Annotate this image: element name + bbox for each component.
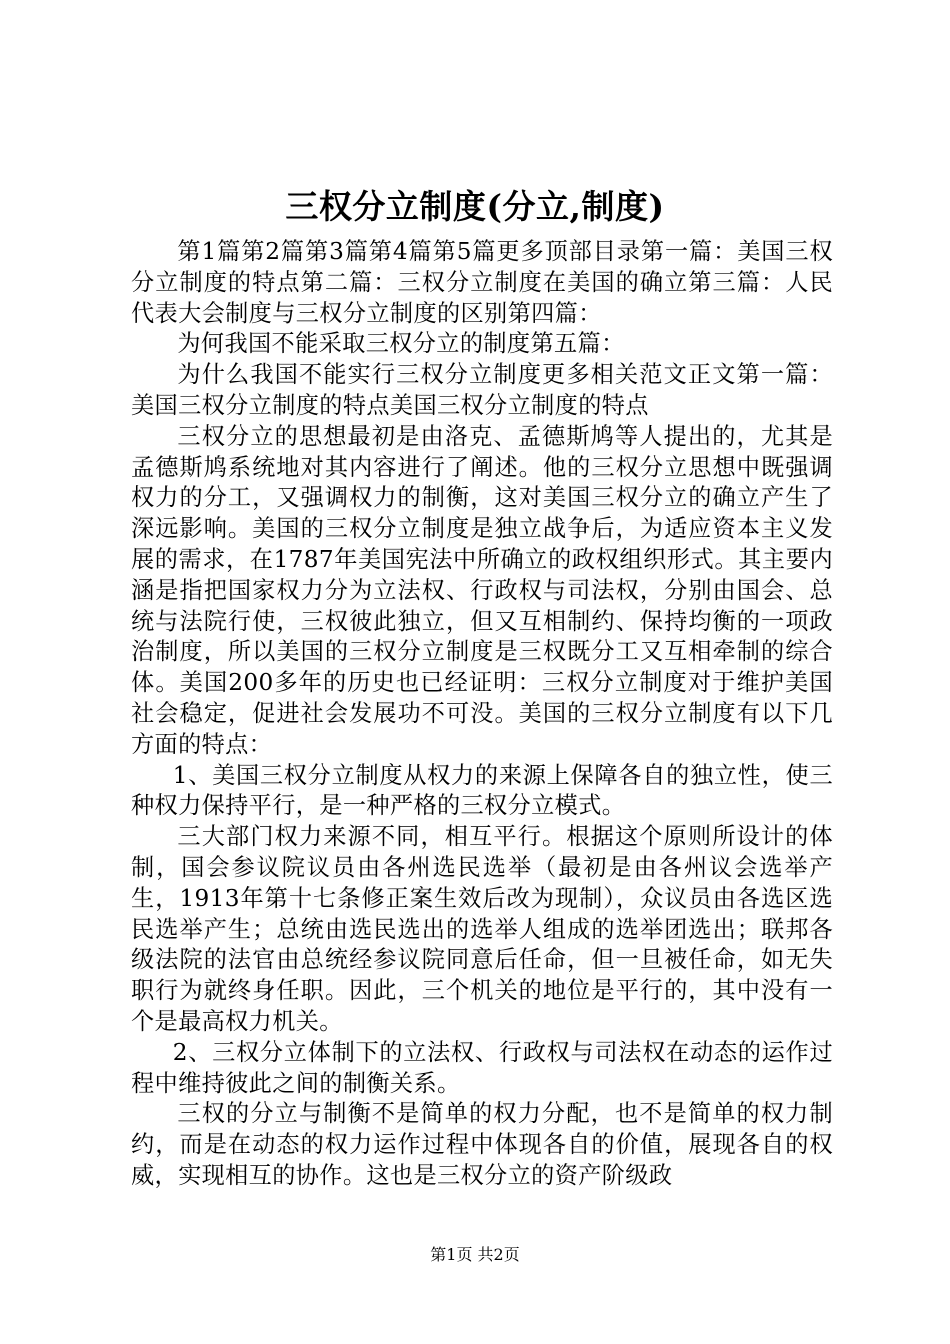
paragraph-point-1: 1、美国三权分立制度从权力的来源上保障各自的独立性，使三种权力保持平行，是一种严格的三权分立模式。 xyxy=(131,761,833,820)
paragraph-point-2-detail: 三权的分立与制衡不是简单的权力分配，也不是简单的权力制约，而是在动态的权力运作过程中体现各自的价值，展现各自的权威，实现相互的协作。这也是三权分立的资产阶级政 xyxy=(131,1100,833,1189)
document-body xyxy=(131,237,833,1192)
paragraph-point-1-detail: 三大部门权力来源不同，相互平行。根据这个原则所设计的体制，国会参议院议员由各州选民选举（最初是由各州议会选举产生，1913年第十七条修正案生效后改为现制），众议员由各选区选民选举产生；总统由选民选出的选举人组成的选举团选出；联邦各级法院的法官由总统经参议院同意后任命，但一旦被任命，如无失职行为就终身任职。因此，三个机关的地位是平行的，其中没有一个是最高权力机关。 xyxy=(131,823,833,1035)
paragraph-toc-end: 为什么我国不能实行三权分立制度更多相关范文正文第一篇：美国三权分立制度的特点美国三权分立制度的特点 xyxy=(131,361,833,419)
paragraph-intro: 三权分立的思想最初是由洛克、孟德斯鸠等人提出的，尤其是孟德斯鸠系统地对其内容进行了阐述。他的三权分立思想中既强调权力的分工，又强调权力的制衡，这对美国三权分立的确立产生了深远影响。美国的三权分立制度是独立战争后，为适应资本主义发展的需求，在1787年美国宪法中所确立的政权组织形式。其主要内涵是指把国家权力分为立法权、行政权与司法权，分别由国会、总统与法院行使，三权彼此独立，但又互相制约、保持均衡的一项政治制度，所以美国的三权分立制度是三权既分工又互相牵制的综合体。美国200多年的历史也已经证明：三权分立制度对于维护美国社会稳定，促进社会发展功不可没。美国的三权分立制度有以下几方面的特点： xyxy=(131,422,833,758)
page-footer: 第1页 共2页 xyxy=(430,1245,520,1264)
paragraph-point-2: 2、三权分立体制下的立法权、行政权与司法权在动态的运作过程中维持彼此之间的制衡关系。 xyxy=(131,1038,833,1097)
paragraph-toc-continued: 为何我国不能采取三权分立的制度第五篇： xyxy=(177,330,625,358)
paragraph-toc: 第1篇第2篇第3篇第4篇第5篇更多顶部目录第一篇：美国三权分立制度的特点第二篇：三权分立制度在美国的确立第三篇：人民代表大会制度与三权分立制度的区别第四篇： xyxy=(131,238,833,327)
document-title: 三权分立制度(分立,制度) xyxy=(285,187,665,226)
